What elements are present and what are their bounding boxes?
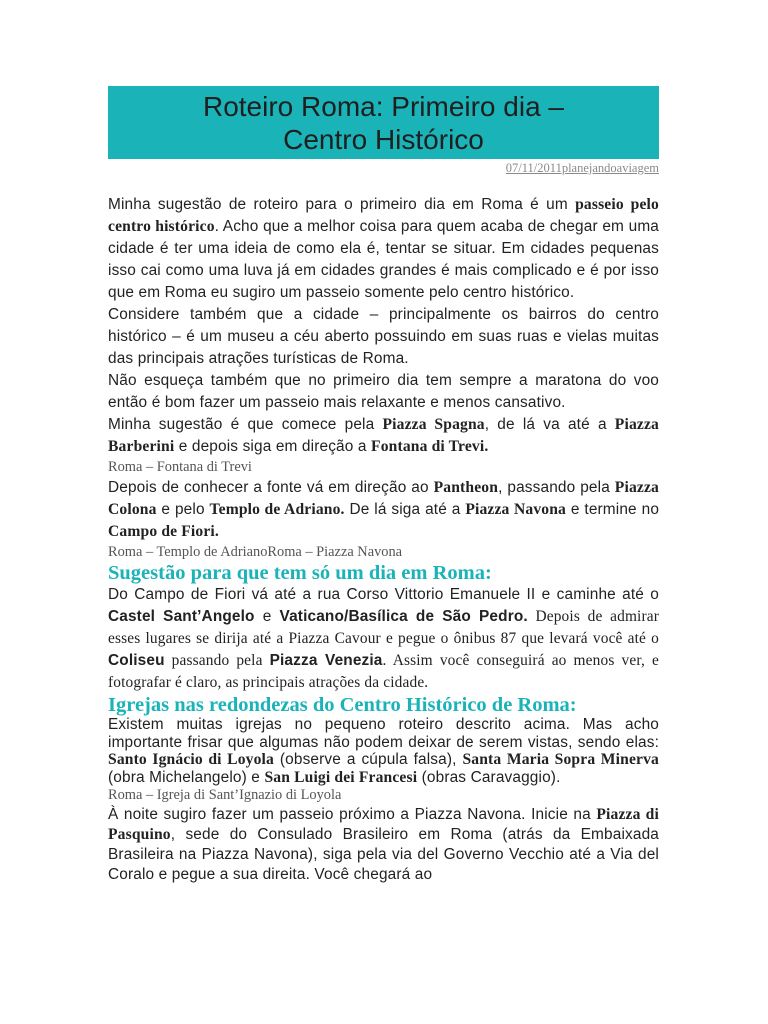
paragraph-text: De lá siga até a <box>344 501 466 518</box>
paragraph <box>108 805 659 885</box>
paragraph <box>108 716 659 786</box>
page-title-line-2: Centro Histórico <box>283 124 484 155</box>
bold-place-name: Piazza Spagna <box>382 416 485 433</box>
paragraph-text: (observe a cúpula falsa), <box>273 751 463 768</box>
paragraph <box>108 370 659 414</box>
article-body <box>108 194 659 885</box>
bold-place-name: Templo de Adriano. <box>209 501 345 518</box>
bold-place-name: Piazza Navona <box>465 501 566 518</box>
title-banner <box>108 86 659 159</box>
bold-place-name: Fontana di Trevi. <box>371 438 489 455</box>
article <box>108 86 659 885</box>
bold-place-name: Pantheon <box>433 479 499 496</box>
bold-place-name: Santo Ignácio di Loyola <box>108 751 274 768</box>
paragraph-text: Minha sugestão é que comece pela <box>108 416 383 433</box>
paragraph-text: e pelo <box>156 501 210 518</box>
bold-place-name: Piazza Barberini <box>108 416 659 455</box>
paragraph-text: e <box>254 608 280 625</box>
photo-caption: Roma – Igreja di Sant’Ignazio di Loyola <box>108 787 342 803</box>
paragraph-text: , passando pela <box>498 479 615 496</box>
paragraph <box>108 477 659 543</box>
paragraph <box>108 304 659 370</box>
bold-place-name: Piazza Venezia <box>269 652 383 669</box>
bold-place-name: Piazza di Pasquino <box>108 806 659 843</box>
paragraph-text: passando pela <box>164 652 270 669</box>
paragraph-text: , sede do Consulado Brasileiro em Roma (atrás da Embaixada Brasileira na Piazza Navona), siga pela via del Governo Vecchio até a Via del Coralo e pegue a sua direita. Você chegará ao <box>108 826 659 883</box>
bold-place-name: Santa Maria Sopra Minerva <box>462 751 659 768</box>
bold-place-name: passeio pelo centro histórico <box>108 196 659 235</box>
paragraph <box>108 194 659 304</box>
section-heading: Igrejas nas redondezas do Centro Histórico de Roma: <box>108 694 577 716</box>
bold-place-name: Vaticano/Basílica de São Pedro. <box>279 608 528 625</box>
photo-caption: Roma – Fontana di Trevi <box>108 459 252 475</box>
paragraph-text: Depois de admirar esses lugares se dirija até a Piazza Cavour e pegue o ônibus 87 que levará você até o <box>108 608 660 647</box>
paragraph-text: À noite sugiro fazer um passeio próximo a Piazza Navona. Inicie na <box>108 806 597 823</box>
paragraph-text: Do Campo de Fiori vá até a rua Corso Vittorio Emanuele II e caminhe até o <box>108 586 659 603</box>
section-heading: Sugestão para que tem só um dia em Roma: <box>108 562 492 584</box>
paragraph <box>108 584 659 694</box>
paragraph-text: Depois de conhecer a fonte vá em direção ao <box>108 479 434 496</box>
paragraph-text: . Acho que a melhor coisa para quem acaba de chegar em uma cidade é ter uma ideia de como ela é, tentar se situar. Em cidades pequenas isso cai como uma luva já em cidades grandes é mais complicado e é por isso que em Roma eu sugiro um passeio somente pelo centro histórico. <box>108 218 659 301</box>
bold-place-name: Piazza Colona <box>108 479 659 518</box>
bold-place-name: Coliseu <box>108 652 165 669</box>
paragraph-text: Não esqueça também que no primeiro dia tem sempre a maratona do voo então é bom fazer um passeio mais relaxante e menos cansativo. <box>108 372 659 411</box>
post-meta <box>108 160 659 176</box>
page-title-line-1: Roteiro Roma: Primeiro dia – <box>202 91 565 122</box>
bold-place-name: Campo de Fiori. <box>108 523 219 540</box>
paragraph-text: Considere também que a cidade – principalmente os bairros do centro histórico – é um museu a céu aberto possuindo em suas ruas e vielas muitas das principais atrações turísticas de Roma. <box>108 306 659 367</box>
paragraph-text: e depois siga em direção a <box>174 438 372 455</box>
paragraph-text: (obras Caravaggio). <box>417 768 561 786</box>
date-author-link[interactable]: 07/11/2011planejandoaviagem <box>505 161 659 175</box>
paragraph-text: , de lá va até a <box>484 416 615 433</box>
paragraph-text: (obra Michelangelo) e <box>108 768 265 786</box>
bold-place-name: Castel Sant’Angelo <box>108 608 255 625</box>
paragraph-text: e termine no <box>566 501 660 518</box>
paragraph-text: Minha sugestão de roteiro para o primeiro dia em Roma é um <box>108 196 576 213</box>
bold-place-name: San Luigi dei Francesi <box>264 768 418 786</box>
photo-caption: Roma – Templo de AdrianoRoma – Piazza Navona <box>108 544 403 560</box>
paragraph <box>108 414 659 458</box>
paragraph-text: . Assim você conseguirá ao menos ver, e fotografar é claro, as principais atrações da cidade. <box>108 652 660 691</box>
paragraph-text: Existem muitas igrejas no pequeno roteiro descrito acima. Mas acho importante frisar que algumas não podem deixar de serem vistas, sendo elas: <box>108 716 659 751</box>
